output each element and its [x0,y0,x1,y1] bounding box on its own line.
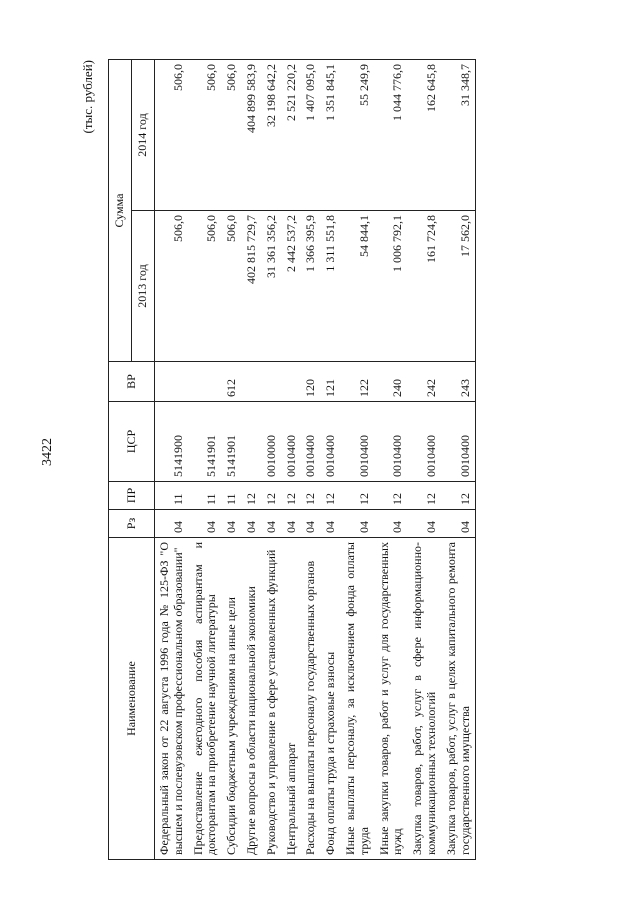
cell-vr: 122 [341,362,375,402]
cell-pr: 11 [155,482,189,510]
cell-2013: 31 361 356,2 [262,211,282,362]
cell-2013: 161 724,8 [408,211,442,362]
cell-name: Субсидии бюджетным учреждениям на иные цели [222,538,242,860]
cell-vr: 240 [375,362,409,402]
cell-name: Руководство и управление в сфере установленных функций [262,538,282,860]
table-row [442,59,476,859]
cell-rz: 04 [155,510,189,538]
cell-name: Расходы на выплаты персоналу государственных органов [301,538,321,860]
cell-2014: 506,0 [155,59,189,210]
cell-2014: 506,0 [222,59,242,210]
cell-vr: 243 [442,362,476,402]
cell-csr: 0010400 [282,402,302,482]
rotated-table-area [80,60,628,860]
cell-2014: 32 198 642,2 [262,59,282,210]
header-vr: ВР [109,362,155,402]
page-number: 3422 [40,438,55,466]
cell-2014: 1 044 776,0 [375,59,409,210]
cell-2013: 1 366 395,9 [301,211,321,362]
cell-name: Другие вопросы в области национальной экономики [242,538,262,860]
cell-csr: 0010400 [301,402,321,482]
budget-table [108,59,476,860]
header-sum: Сумма [109,59,132,361]
table-row [282,59,302,859]
cell-csr [242,402,262,482]
table-row [321,59,341,859]
cell-name: Иные закупки товаров, работ и услуг для государственных нужд [375,538,409,860]
header-2013: 2013 год [132,211,155,362]
header-2014: 2014 год [132,59,155,210]
cell-name: Федеральный закон от 22 августа 1996 года № 125-ФЗ "О высшем и послевузовском профессиональном образовании" [155,538,189,860]
table-row [301,59,321,859]
cell-rz: 04 [321,510,341,538]
cell-csr: 0010400 [375,402,409,482]
cell-vr: 120 [301,362,321,402]
cell-name: Закупка товаров, работ, услуг в целях капитального ремонта государственного имущества [442,538,476,860]
table-row [341,59,375,859]
cell-pr: 12 [442,482,476,510]
cell-name: Предоставление ежегодного пособия аспирантам и докторантам на приобретение научной литературы [189,538,223,860]
cell-2014: 506,0 [189,59,223,210]
cell-2014: 2 521 220,2 [282,59,302,210]
header-csr: ЦСР [109,402,155,482]
table-header [109,59,155,859]
cell-name: Иные выплаты персоналу, за исключением фонда оплаты труда [341,538,375,860]
cell-vr [282,362,302,402]
cell-rz: 04 [442,510,476,538]
header-pr: ПР [109,482,155,510]
cell-2013: 506,0 [189,211,223,362]
cell-vr: 612 [222,362,242,402]
cell-2014: 404 899 583,9 [242,59,262,210]
table-row [408,59,442,859]
table-row [375,59,409,859]
cell-2013: 506,0 [222,211,242,362]
cell-csr: 0010400 [321,402,341,482]
table-row [262,59,282,859]
cell-csr: 0010400 [442,402,476,482]
cell-2014: 162 645,8 [408,59,442,210]
cell-rz: 04 [262,510,282,538]
cell-vr [155,362,189,402]
table-row [155,59,189,859]
cell-pr: 12 [321,482,341,510]
cell-2013: 17 562,0 [442,211,476,362]
cell-2014: 31 348,7 [442,59,476,210]
cell-vr [242,362,262,402]
cell-2013: 2 442 537,2 [282,211,302,362]
cell-vr: 121 [321,362,341,402]
cell-pr: 12 [408,482,442,510]
cell-2013: 506,0 [155,211,189,362]
cell-pr: 12 [242,482,262,510]
cell-name: Закупка товаров, работ, услуг в сфере информационно-коммуникационных технологий [408,538,442,860]
cell-pr: 11 [189,482,223,510]
cell-csr: 5141901 [189,402,223,482]
table-row [222,59,242,859]
cell-2013: 1 311 551,8 [321,211,341,362]
cell-csr: 0010400 [408,402,442,482]
units-label: (тыс. рублей) [80,60,95,134]
cell-csr: 5141901 [222,402,242,482]
table-row [189,59,223,859]
cell-2013: 402 815 729,7 [242,211,262,362]
cell-rz: 04 [375,510,409,538]
cell-name: Центральный аппарат [282,538,302,860]
cell-2014: 1 407 095,0 [301,59,321,210]
cell-pr: 12 [341,482,375,510]
cell-rz: 04 [282,510,302,538]
table-body [155,59,476,859]
cell-rz: 04 [301,510,321,538]
table-row [242,59,262,859]
cell-2014: 1 351 845,1 [321,59,341,210]
cell-2014: 55 249,9 [341,59,375,210]
cell-rz: 04 [222,510,242,538]
cell-pr: 12 [301,482,321,510]
cell-pr: 12 [375,482,409,510]
cell-vr: 242 [408,362,442,402]
cell-pr: 11 [222,482,242,510]
cell-2013: 54 844,1 [341,211,375,362]
cell-name: Фонд оплаты труда и страховые взносы [321,538,341,860]
cell-pr: 12 [282,482,302,510]
cell-csr: 0010400 [341,402,375,482]
cell-rz: 04 [341,510,375,538]
header-name: Наименование [109,538,155,860]
cell-rz: 04 [242,510,262,538]
cell-pr: 12 [262,482,282,510]
cell-rz: 04 [189,510,223,538]
header-rz: Рз [109,510,155,538]
cell-csr: 0010000 [262,402,282,482]
cell-vr [262,362,282,402]
cell-2013: 1 006 792,1 [375,211,409,362]
cell-vr [189,362,223,402]
cell-csr: 5141900 [155,402,189,482]
cell-rz: 04 [408,510,442,538]
